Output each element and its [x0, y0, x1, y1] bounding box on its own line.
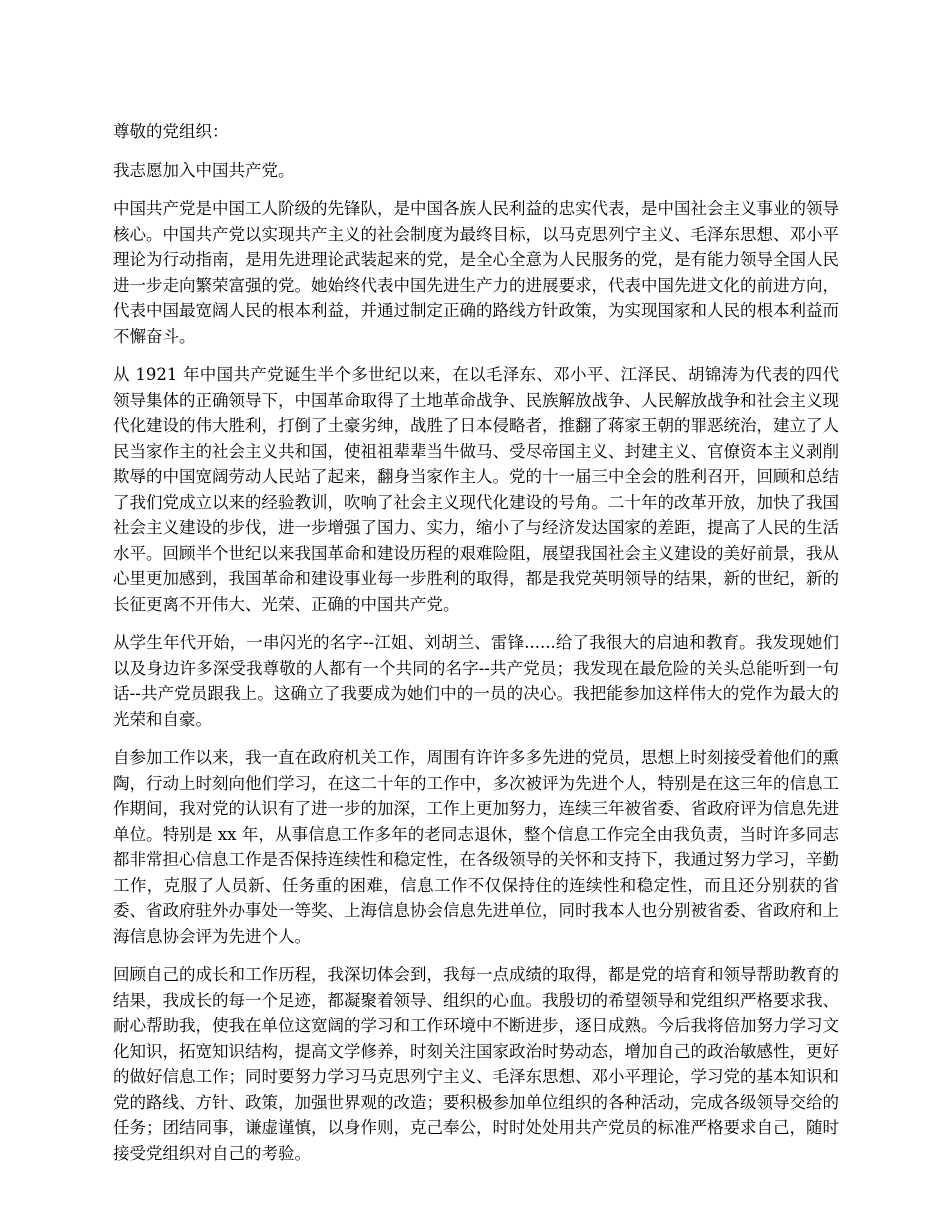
- salutation: 尊敬的党组织：: [113, 122, 229, 141]
- document-body: [113, 119, 839, 1179]
- paragraph-party-history: 从 1921 年中国共产党诞生半个多世纪以来，在以毛泽东、邓小平、江泽民、胡锦涛为代表的四代领导集体的正确领导下，中国革命取得了土地革命战争、民族解放战争、人民解放战争和社会主义现代化建设的伟大胜利，打倒了土豪劣绅，战胜了日本侵略者，推翻了蒋家王朝的罪恶统治，建立了人民当家作主的社会主义共和国，使祖祖辈辈当牛做马、受尽帝国主义、封建主义、官僚资本主义剥削欺辱的中国宽阔劳动人民站了起来，翻身当家作主人。党的十一届三中全会的胜利召开，回顾和总结了我们党成立以来的经验教训，吹响了社会主义现代化建设的号角。二十年的改革开放，加快了我国社会主义建设的步伐，进一步增强了国力、实力，缩小了与经济发达国家的差距，提高了人民的生活水平。回顾半个世纪以来我国革命和建设历程的艰难险阻，展望我国社会主义建设的美好前景，我从心里更加感到，我国革命和建设事业每一步胜利的取得，都是我党英明领导的结果，新的世纪，新的长征更离不开伟大、光荣、正确的中国共产党。: [113, 365, 839, 614]
- paragraph-party-nature: 中国共产党是中国工人阶级的先锋队，是中国各族人民利益的忠实代表，是中国社会主义事业的领导核心。中国共产党以实现共产主义的社会制度为最终目标，以马克思列宁主义、毛泽东思想、邓小平理论为行动指南，是用先进理论武装起来的党，是全心全意为人民服务的党，是有能力领导全国人民进一步走向繁荣富强的党。她始终代表中国先进生产力的进展要求，代表中国先进文化的前进方向，代表中国最宽阔人民的根本利益，并通过制定正确的路线方针政策，为实现国家和人民的根本利益而不懈奋斗。: [113, 199, 839, 346]
- paragraph-student-years: 从学生年代开始，一串闪光的名字--江姐、刘胡兰、雷锋......给了我很大的启迪和教育。我发现她们以及身边许多深受我尊敬的人都有一个共同的名字--共产党员；我发现在最危险的关头总能听到一句话--共产党员跟我上。这确立了我要成为她们中的一员的决心。我把能参加这样伟大的党作为最大的光荣和自豪。: [113, 633, 839, 729]
- paragraph-pledge: 我志愿加入中国共产党。: [113, 160, 295, 180]
- paragraph-work-experience: 自参加工作以来，我一直在政府机关工作，周围有许许多多先进的党员，思想上时刻接受着他们的熏陶，行动上时刻向他们学习，在这二十年的工作中，多次被评为先进个人，特别是在这三年的信息工作期间，我对党的认识有了进一步的加深，工作上更加努力，连续三年被省委、省政府评为信息先进单位。特别是 xx 年，从事信息工作多年的老同志退休，整个信息工作完全由我负责，当时许多同志都非常担心信息工作是否保持连续性和稳定性，在各级领导的关怀和支持下，我通过努力学习，辛勤工作，克服了人员新、任务重的困难，信息工作不仅保持住的连续性和稳定性，而且还分别获的省委、省政府驻外办事处一等奖、上海信息协会信息先进单位，同时我本人也分别被省委、省政府和上海信息协会评为先进个人。: [113, 748, 839, 946]
- paragraph-reflection: 回顾自己的成长和工作历程，我深切体会到，我每一点成绩的取得，都是党的培育和领导帮助教育的结果，我成长的每一个足迹，都凝聚着领导、组织的心血。我殷切的希望领导和党组织严格要求我、耐心帮助我，使我在单位这宽阔的学习和工作环境中不断进步，逐日成熟。今后我将倍加努力学习文化知识，拓宽知识结构，提高文学修养，时刻关注国家政治时势动态，增加自己的政治敏感性，更好的做好信息工作；同时要努力学习马克思列宁主义、毛泽东思想、邓小平理论，学习党的基本知识和党的路线、方针、政策，加强世界观的改造；要积极参加单位组织的各种活动，完成各级领导交给的任务；团结同事，谦虚谨慎，以身作则，克己奉公，时时处处用共产党员的标准严格要求自己，随时接受党组织对自己的考验。: [113, 965, 839, 1163]
